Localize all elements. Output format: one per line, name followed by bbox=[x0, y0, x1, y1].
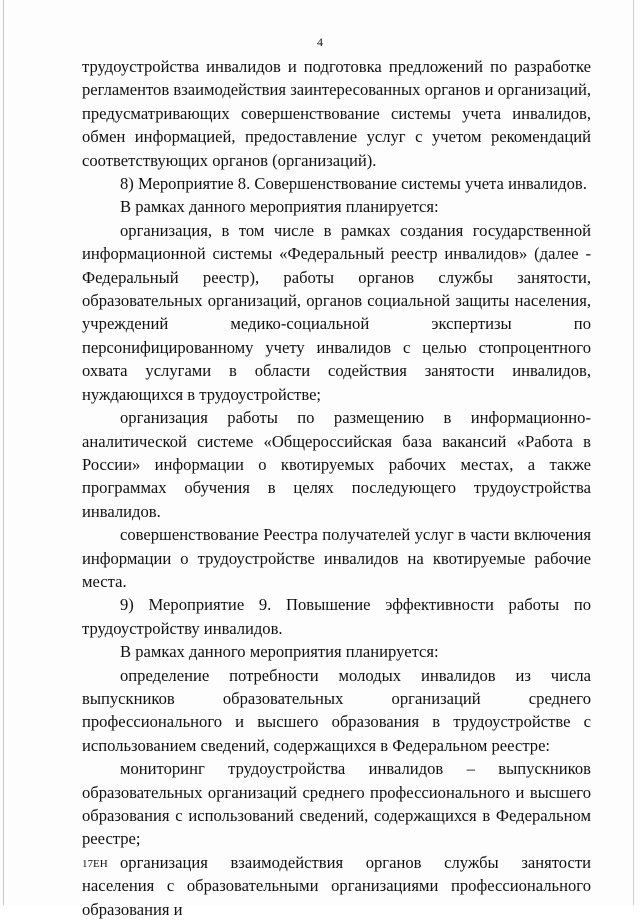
paragraph: В рамках данного мероприятия планируется: bbox=[120, 642, 439, 662]
page-number: 4 bbox=[317, 35, 323, 49]
paragraph: организация, в том числе в рамках создания государственной информационной системы «Федеральный реестр инвалидов» (далее - Федеральный реестр), работы органов службы занятости, образовательных организаций, органов социальной защиты населения, учреждений медико-социальной экспертизы по персонифицированному учету инвалидов с целью стопроцентного охвата услугами в области содействия занятости инвалидов, нуждающихся в трудоустройстве; bbox=[82, 220, 591, 404]
document-body bbox=[82, 55, 591, 921]
page-edge-left bbox=[3, 0, 4, 905]
paragraph: 8) Мероприятие 8. Совершенствование системы учета инвалидов. bbox=[120, 174, 587, 194]
paragraph: организация взаимодействия органов службы занятости населения с образовательными организациями профессионального образования и bbox=[82, 852, 591, 919]
paragraph: трудоустройства инвалидов и подготовка предложений по разработке регламентов взаимодействия заинтересованных органов и организаций, предусматривающих совершенствование системы учета инвалидов, обмен информацией, предоставление услуг с учетом рекомендаций соответствующих органов (организаций). bbox=[82, 57, 591, 170]
footer-code: 17EH bbox=[82, 858, 108, 870]
paragraph: совершенствование Реестра получателей услуг в части включения информации о трудоустройстве инвалидов на квотируемые рабочие места. bbox=[82, 525, 591, 591]
paragraph: В рамках данного мероприятия планируется: bbox=[120, 197, 439, 217]
paragraph: определение потребности молодых инвалидов из числа выпускников образовательных организаций среднего профессионального и высшего образования в трудоустройстве с использованием сведений, содержащихся в Федеральном реестре: bbox=[82, 665, 591, 755]
paragraph: мониторинг трудоустройства инвалидов – выпускников образовательных организаций среднего профессионального и высшего образования с использований сведений, содержащихся в Федеральном реестре; bbox=[82, 759, 591, 849]
page-edge-right bbox=[633, 0, 634, 905]
paragraph: 9) Мероприятие 9. Повышение эффективности работы по трудоустройству инвалидов. bbox=[82, 595, 591, 638]
paragraph: организация работы по размещению в информационно-аналитической системе «Общероссийская база вакансий «Работа в России» информации о квотируемых рабочих местах, а также программах обучения в целях последующего трудоустройства инвалидов. bbox=[82, 408, 591, 521]
